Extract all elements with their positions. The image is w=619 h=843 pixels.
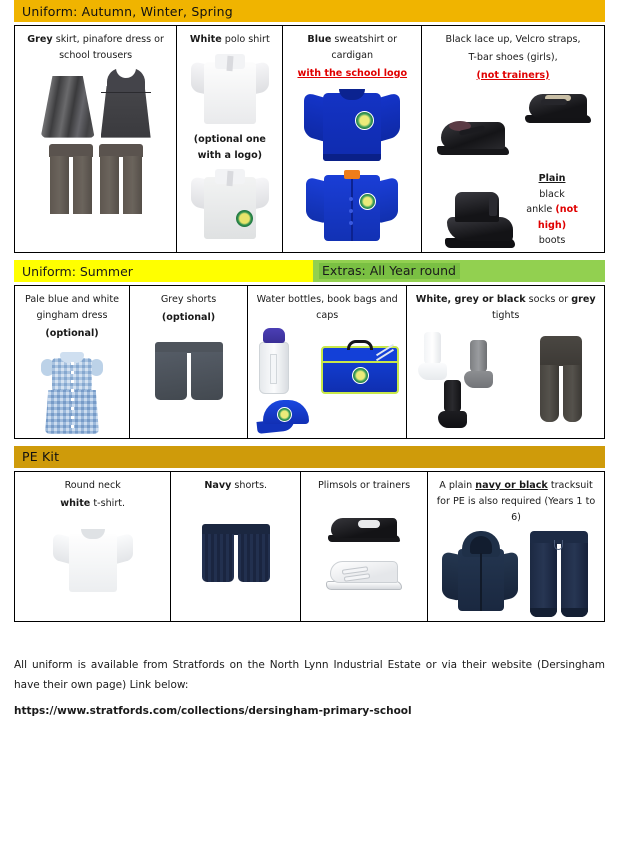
artwork-pe-shorts (176, 524, 295, 582)
section-header-summer-extras (14, 260, 605, 282)
caption-extras: Water bottles, book bags and caps (256, 294, 398, 322)
caption-shoes-line2: T-bar shoes (girls), (468, 51, 558, 63)
cell-pe-tshirt (15, 471, 171, 621)
caption-socks-mid1: socks or (525, 294, 572, 306)
cell-grey-shorts (130, 286, 248, 439)
white-polo-logo-image (191, 167, 269, 239)
caption-pe-shoes: Plimsols or trainers (318, 479, 411, 491)
section-header-summer-label: Uniform: Summer (22, 263, 133, 279)
caption-tracksuit-pre: A plain (439, 479, 476, 491)
artwork-socks (412, 326, 599, 430)
caption-boot-not-high: (not high) (537, 204, 578, 231)
section-header-extras (313, 260, 605, 282)
table-row (15, 26, 605, 253)
caption-grey-shorts-note: (optional) (161, 312, 216, 324)
gingham-dress-image (41, 346, 103, 434)
caption-grey-shorts: Grey shorts (160, 294, 217, 306)
caption-pe-tshirt-bold: white (60, 497, 91, 509)
grey-tights-image (537, 336, 585, 422)
grey-trousers-image-2 (99, 144, 143, 214)
caption-blue (288, 32, 416, 64)
caption-blue-rest: sweatshirt or cardigan (331, 34, 398, 61)
artwork-boot-row (427, 171, 599, 248)
table-row (15, 471, 605, 621)
caption-grey-bold: Grey (27, 34, 53, 45)
caption-socks-bold1: White, grey or black (415, 294, 526, 306)
caption-pe-tshirt-line1: Round neck (64, 479, 121, 491)
blue-sweatshirt-image (304, 85, 400, 161)
table-row (15, 286, 605, 439)
artwork-pe-tshirt (20, 526, 165, 592)
caption-blue-emphasis: with the school logo (297, 67, 408, 79)
section-header-extras-label: Extras: All Year round (319, 263, 460, 279)
caption-boot-end: boots (538, 234, 566, 246)
caption-pe-shorts-rest: shorts. (231, 479, 268, 491)
school-crest-icon (277, 407, 292, 422)
caption-polo-bold: White (189, 34, 222, 45)
grey-pinafore-image (101, 68, 151, 138)
section-header-autumn (14, 0, 605, 22)
ankle-boot-image (443, 186, 517, 248)
caption-socks (412, 292, 599, 324)
caption-socks-bold2: grey (571, 294, 596, 306)
cell-pe-tracksuit (427, 471, 604, 621)
caption-gingham-note: (optional) (45, 327, 99, 339)
caption-shoes-emphasis: (not trainers) (476, 69, 550, 81)
section-header-pekit-label: PE Kit (22, 449, 60, 465)
artwork-sweatshirt (288, 85, 416, 241)
caption-grey (20, 32, 171, 64)
footer-info (14, 656, 605, 722)
uniform-autumn-table (14, 25, 605, 253)
caption-blue-bold: Blue (307, 34, 332, 45)
school-cap-image (257, 400, 315, 434)
cell-socks-tights (407, 286, 605, 439)
cell-pe-shorts (171, 471, 301, 621)
caption-tracksuit-bold: navy or black (475, 479, 548, 491)
cell-pe-shoes (301, 471, 428, 621)
black-sock-image (438, 380, 468, 428)
section-header-pekit (14, 446, 605, 468)
navy-hoodie-image (442, 531, 518, 613)
book-bag-image (321, 340, 399, 394)
artwork-shoes (427, 85, 599, 171)
artwork-polo-plain (182, 52, 277, 124)
cell-school-shoes (422, 26, 605, 253)
caption-pe-shorts (176, 478, 295, 494)
artwork-plimsoll (306, 510, 422, 590)
artwork-tracksuit (433, 531, 599, 617)
caption-socks-mid2: tights (491, 310, 520, 322)
artwork-grey-shorts (135, 342, 242, 400)
trainer-image (326, 554, 402, 590)
artwork-polo-logo (182, 167, 277, 239)
caption-grey-rest: skirt, pinafore dress or school trousers (52, 34, 164, 61)
cell-polo-shirt (177, 26, 283, 253)
caption-boot (521, 171, 583, 248)
white-sock-image (418, 332, 448, 380)
navy-joggers-image (528, 531, 590, 617)
grey-skirt-image (41, 76, 95, 138)
footer-paragraph: All uniform is available from Stratfords on the North Lynn Industrial Estate or via their website (Dersingham have their own page) Link below: (14, 659, 605, 692)
caption-shoes-line1: Black lace up, Velcro straps, (445, 34, 581, 45)
caption-pe-tshirt-rest: t-shirt. (90, 497, 126, 509)
artwork-gingham (20, 346, 124, 434)
artwork-extras (253, 326, 401, 434)
navy-shorts-image (200, 524, 272, 582)
artwork-grey-items (20, 68, 171, 214)
section-header-summer (14, 260, 313, 282)
caption-polo (182, 32, 277, 48)
caption-boot-plain: Plain (538, 173, 566, 185)
cell-gingham-dress (15, 286, 130, 439)
caption-pe-shorts-bold: Navy (204, 479, 232, 491)
footer-url[interactable]: https://www.stratfords.com/collections/dersingham-primary-school (14, 705, 412, 718)
artwork-row-tops (20, 68, 171, 138)
caption-pe-tracksuit (433, 478, 599, 525)
velcro-shoe-image (525, 85, 591, 123)
caption-gingham: Pale blue and white gingham dress (25, 294, 120, 322)
cell-blue-sweatshirt (283, 26, 422, 253)
white-polo-image (191, 52, 269, 124)
white-tshirt-image (53, 526, 133, 592)
section-header-autumn-label: Uniform: Autumn, Winter, Spring (22, 3, 233, 19)
caption-boot-ankle: ankle (526, 204, 556, 216)
cell-extras (248, 286, 407, 439)
caption-boot-black: black (539, 188, 565, 200)
pe-kit-table (14, 471, 605, 622)
caption-polo-note: (optional one with a logo) (193, 133, 266, 161)
cell-grey-items (15, 26, 177, 253)
plimsoll-image (328, 510, 400, 542)
caption-tracksuit-post: tracksuit for PE is also required (Years 1 to 6) (436, 479, 596, 523)
caption-polo-rest: polo shirt (221, 34, 270, 45)
grey-trousers-image-1 (49, 144, 93, 214)
grey-sock-image (464, 340, 494, 388)
blue-cardigan-image (306, 167, 398, 241)
tbar-shoe-image (435, 111, 511, 155)
caption-pe-tshirt-line2 (20, 496, 165, 512)
uniform-summer-table (14, 285, 605, 439)
water-bottle-image (259, 328, 289, 394)
grey-shorts-image (153, 342, 225, 400)
artwork-row-trousers (20, 144, 171, 214)
